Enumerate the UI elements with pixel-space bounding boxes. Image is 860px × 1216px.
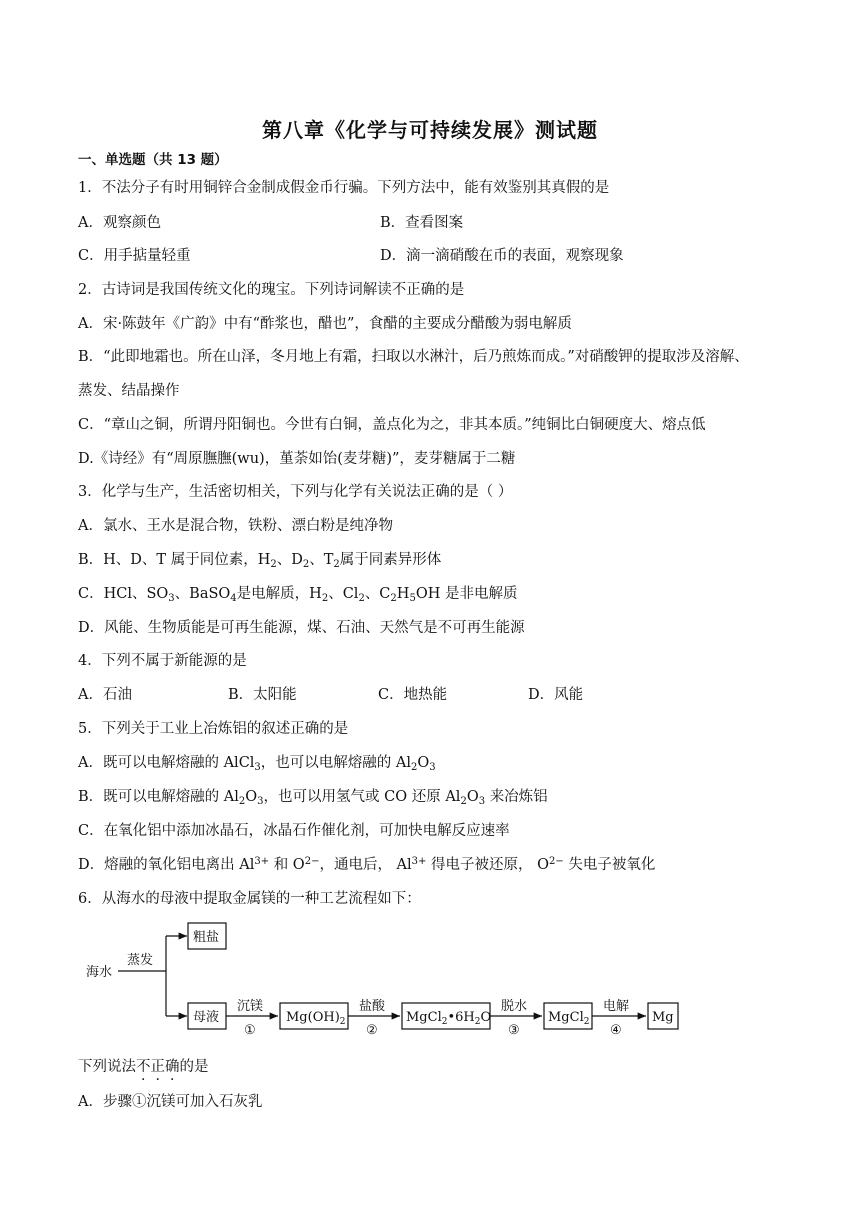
q5-option-a: A．既可以电解熔融的 AlCl$_3$，也可以电解熔融的 $Al_2O_3$: [78, 755, 436, 773]
label-crude-salt: 粗盐: [193, 930, 220, 945]
section-heading: 一、单选题（共 13 题）: [78, 152, 228, 168]
label-mother-liquor: 母液: [193, 1010, 220, 1025]
label-mg: Mg: [652, 1010, 674, 1025]
q2-option-a: A．宋·陈鼓年《广韵》中有“酢浆也，醋也”，食醋的主要成分醋酸为弱电解质: [78, 316, 572, 332]
q3-option-a: A．氯水、王水是混合物，铁粉、漂白粉是纯净物: [78, 518, 393, 534]
q1-option-a: A．观察颜色: [78, 215, 161, 231]
label-step1: 沉镁: [237, 999, 264, 1014]
q3-option-b: B．H、D、T 属于同位素，$H_2$、$D_2$、$T_2$属于同素异形体: [78, 552, 442, 570]
label-step4: 电解: [603, 999, 630, 1014]
page-title: 第八章《化学与可持续发展》测试题: [262, 118, 598, 142]
label-evaporate: 蒸发: [127, 953, 154, 968]
label-step1-num: ①: [244, 1023, 256, 1038]
q5-option-c: C．在氧化铝中添加冰晶石，冰晶石作催化剂，可加快电解反应速率: [78, 823, 510, 839]
question-4-stem: 4．下列不属于新能源的是: [78, 653, 247, 669]
q5-option-d: D．熔融的氧化铝电离出 $Al^{3+}$ 和 $O^{2-}$，通电后， $Al^{3+}$ 得电子被还原， $O^{2-}$ 失电子被氧化: [78, 856, 656, 873]
q2-option-d: D.《诗经》有“周原膴膴(wu)，堇荼如饴(麦芽糖)”，麦芽糖属于二糖: [78, 451, 516, 467]
q2-option-c: C．“章山之铜，所谓丹阳铜也。今世有白铜，盖点化为之，非其本质。”纯铜比白铜硬度大、熔点低: [78, 417, 706, 433]
label-step4-num: ④: [610, 1023, 622, 1038]
emphasized-text: 不正确: [136, 1059, 180, 1075]
q3-option-c: C．HCl、$SO_3$、BaSO$_4$是电解质，$H_2$、$Cl_2$、$C_2H_5OH$ 是非电解质: [78, 586, 518, 604]
q6-followup: 下列说法不正确的是: [78, 1059, 209, 1075]
q1-option-c: C．用手掂量轻重: [78, 248, 191, 264]
process-flow-diagram: [0, 918, 860, 1048]
q1-option-b: B．查看图案: [380, 215, 464, 231]
question-6-stem: 6．从海水的母液中提取金属镁的一种工艺流程如下：: [78, 891, 421, 907]
q3-option-d: D．风能、生物质能是可再生能源，煤、石油、天然气是不可再生能源: [78, 620, 525, 636]
label-step3-num: ③: [508, 1023, 520, 1038]
q1-option-d: D．滴一滴硝酸在币的表面，观察现象: [380, 248, 624, 264]
q5-option-b: B．既可以电解熔融的 $Al_2O_3$，也可以用氢气或 CO 还原 $Al_2O_3$ 来冶炼铝: [78, 789, 548, 807]
q6-option-a: A．步骤①沉镁可加入石灰乳: [78, 1094, 263, 1110]
question-5-stem: 5．下列关于工业上冶炼铝的叙述正确的是: [78, 721, 349, 737]
label-mgoh2: $Mg(OH)_2$: [286, 1010, 346, 1027]
label-step3: 脱水: [501, 999, 528, 1014]
question-3-stem: 3．化学与生产，生活密切相关，下列与化学有关说法正确的是（ ）: [78, 484, 513, 500]
label-step2-num: ②: [366, 1023, 378, 1038]
question-2-stem: 2．古诗词是我国传统文化的瑰宝。下列诗词解读不正确的是: [78, 282, 465, 298]
q2-option-b: B．“此即地霜也。所在山泽，冬月地上有霜，扫取以水淋汁，后乃煎炼而成。”对硝酸钾的提取涉及溶解、: [78, 349, 749, 365]
q4-option-c: C．地热能: [378, 687, 448, 703]
label-seawater: 海水: [86, 965, 113, 980]
label-step2: 盐酸: [359, 999, 386, 1014]
label-mgcl2: MgCl$_2$: [548, 1010, 590, 1027]
q4-option-a: A．石油: [78, 687, 132, 703]
question-1-stem: 1．不法分子有时用铜锌合金制成假金币行骗。下列方法中，能有效鉴别其真假的是: [78, 180, 610, 196]
q2-option-b-continued: 蒸发、结晶操作: [78, 383, 180, 399]
q4-option-b: B．太阳能: [228, 687, 297, 703]
q4-option-d: D．风能: [528, 687, 584, 703]
label-mgcl2-hydrate: $MgCl_2•6H_2O$: [406, 1010, 492, 1027]
